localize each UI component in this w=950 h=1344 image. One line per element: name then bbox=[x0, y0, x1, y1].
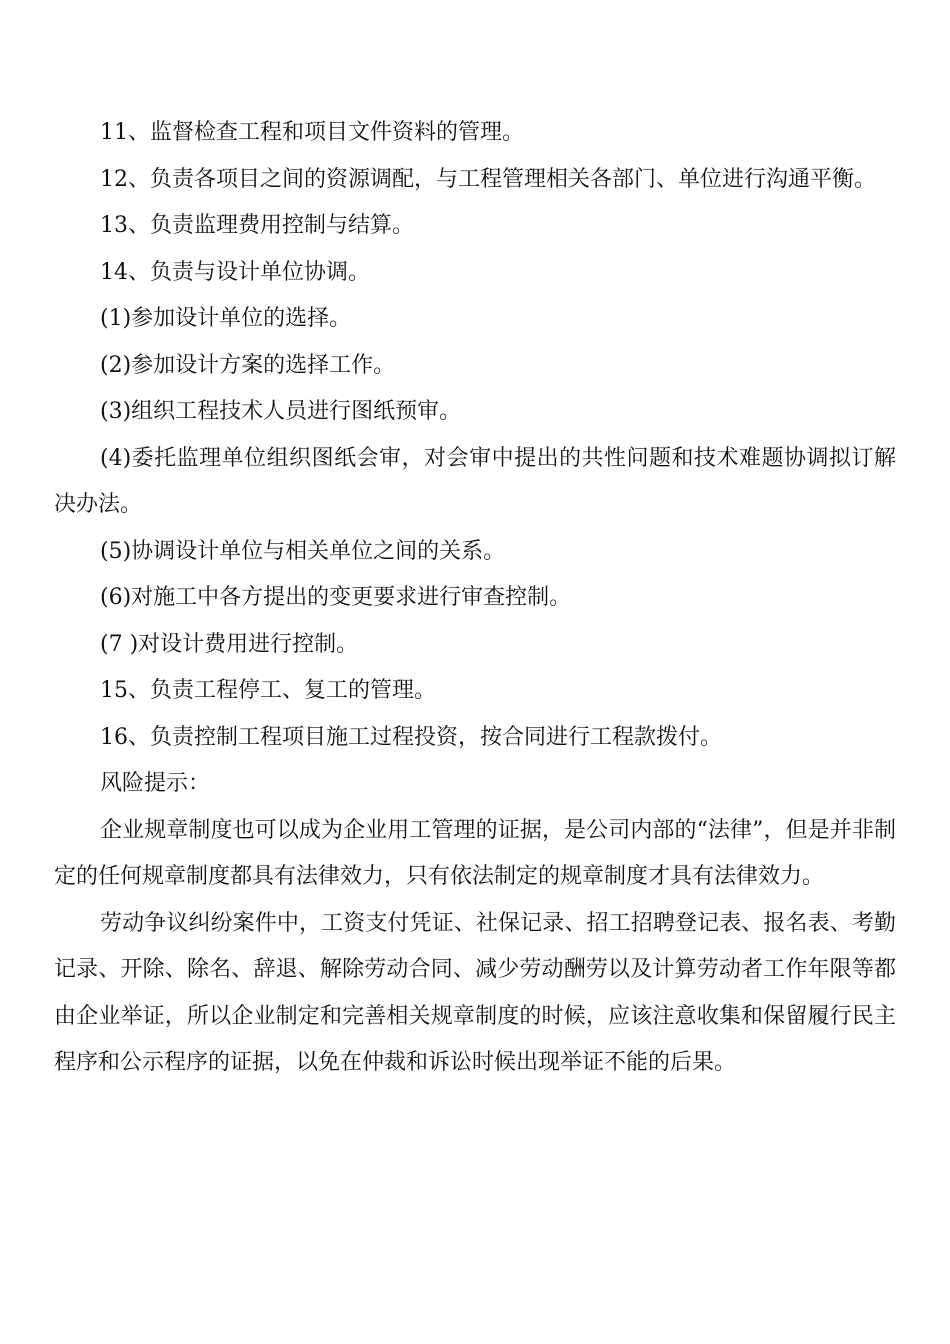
sub-item-5: (5)协调设计单位与相关单位之间的关系。 bbox=[100, 538, 506, 564]
document-page bbox=[54, 110, 896, 1087]
sub-item-2: (2)参加设计方案的选择工作。 bbox=[100, 352, 396, 378]
risk-paragraph-2: 劳动争议纠纷案件中，工资支付凭证、社保记录、招工招聘登记表、报名表、考勤记录、开除、除名、辞退、解除劳动合同、减少劳动酬劳以及计算劳动者工作年限等都由企业举证，所以企业制定和完善相关规章制度的时候，应该注意收集和保留履行民主程序和公示程序的证据，以免在仲裁和诉讼时候出现举证不能的后果。 bbox=[54, 910, 896, 1075]
item-16: 16、负责控制工程项目施工过程投资，按合同进行工程款拨付。 bbox=[100, 724, 722, 750]
risk-heading: 风险提示： bbox=[100, 771, 211, 796]
item-13: 13、负责监理费用控制与结算。 bbox=[100, 213, 414, 238]
sub-item-7: (7 )对设计费用进行控制。 bbox=[100, 631, 359, 657]
risk-paragraph-1: 企业规章制度也可以成为企业用工管理的证据，是公司内部的“法律”，但是并非制定的任何规章制度都具有法律效力，只有依法制定的规章制度才具有法律效力。 bbox=[54, 817, 896, 889]
sub-item-4: (4)委托监理单位组织图纸会审，对会审中提出的共性问题和技术难题协调拟订解决办法。 bbox=[54, 445, 896, 517]
item-14: 14、负责与设计单位协调。 bbox=[100, 259, 370, 285]
item-12: 12、负责各项目之间的资源调配，与工程管理相关各部门、单位进行沟通平衡。 bbox=[100, 166, 876, 192]
sub-item-6: (6)对施工中各方提出的变更要求进行审查控制。 bbox=[100, 585, 572, 610]
item-11: 11、监督检查工程和项目文件资料的管理。 bbox=[100, 120, 524, 145]
sub-item-1: (1)参加设计单位的选择。 bbox=[100, 306, 352, 331]
item-15: 15、负责工程停工、复工的管理。 bbox=[100, 678, 436, 703]
sub-item-3: (3)组织工程技术人员进行图纸预审。 bbox=[100, 399, 462, 424]
